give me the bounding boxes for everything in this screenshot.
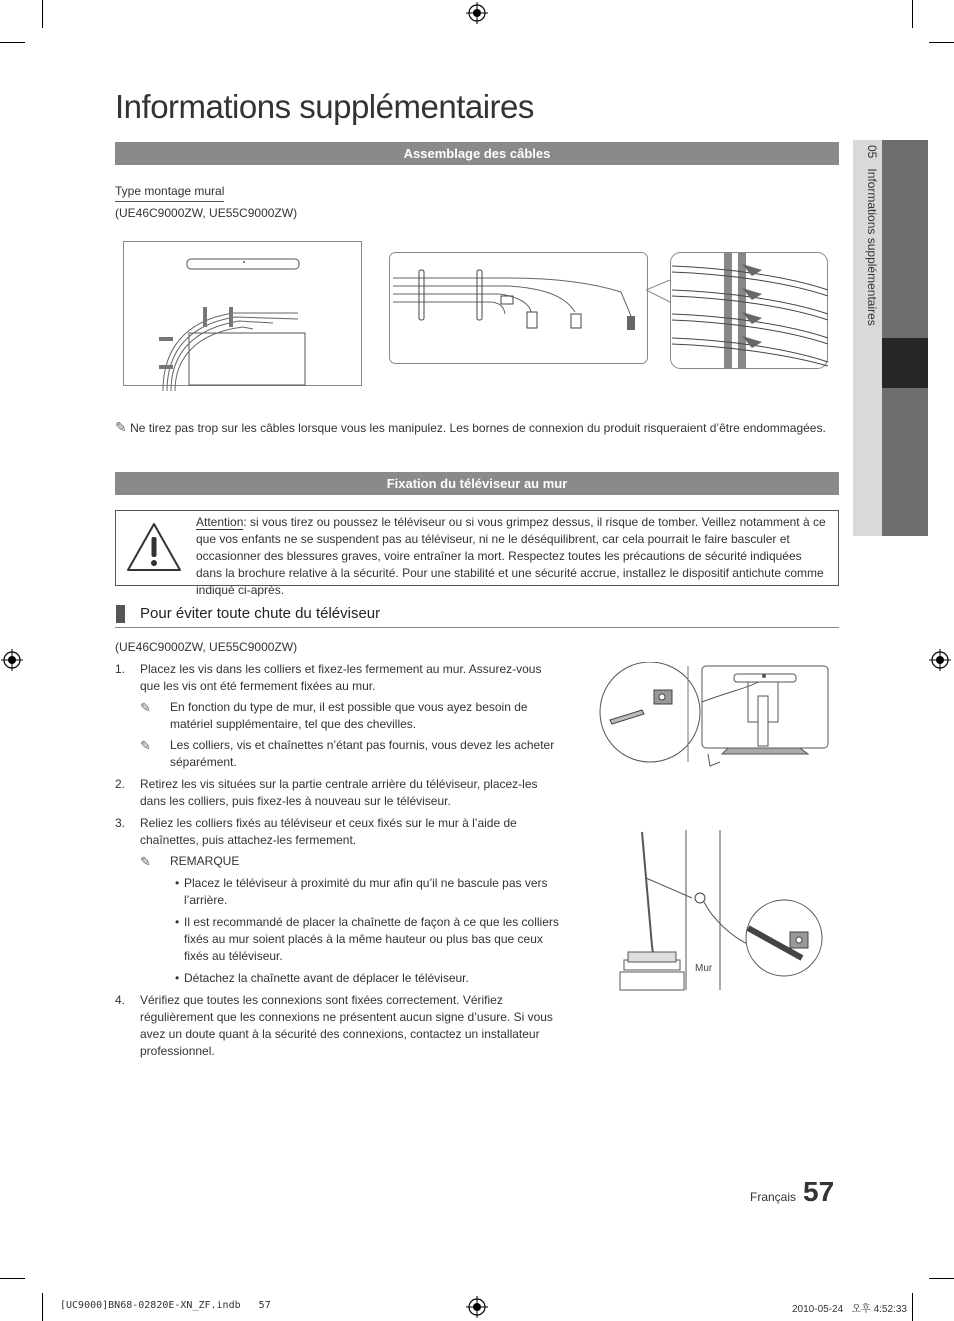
step-1-note-1: ✎ En fonction du type de mur, il est possible que vous ayez besoin de matériel supplémentaire, tel que des chevilles. bbox=[140, 700, 528, 731]
registration-mark-icon bbox=[466, 2, 488, 24]
pencil-icon: ✎ bbox=[115, 419, 127, 435]
cable-assembly-detail-figure bbox=[646, 250, 830, 372]
chapter-tab-marker bbox=[882, 338, 928, 388]
heading-divider bbox=[115, 627, 839, 628]
crop-mark bbox=[912, 0, 913, 28]
crop-mark bbox=[912, 1293, 913, 1321]
chapter-tab-label: 05 Informations supplémentaires bbox=[865, 145, 879, 326]
page-title: Informations supplémentaires bbox=[115, 88, 534, 125]
step-2: 2. Retirez les vis situées sur la partie centrale arrière du téléviseur, placez-les dans les colliers, puis fixez-les à nouveau sur le téléviseur. bbox=[115, 777, 538, 808]
footer-language: Français bbox=[750, 1190, 797, 1204]
heading-marker bbox=[116, 605, 125, 623]
steps-list bbox=[115, 661, 563, 1065]
step-1: 1. Placez les vis dans les colliers et fixez-les fermement au mur. Assurez-vous que les vis ont été fermement fixées au mur. ✎ En fonction du type de mur, il est possible que vous ayez besoin de matériel supplémentaire, tel que des chevilles. ✎ Les colliers, vis et chaînettes n’étant pas fournis, vous devez les acheter séparément. bbox=[115, 661, 563, 771]
step-4: 4. Vérifiez que toutes les connexions sont fixées correctement. Vérifiez régulièrement que les connexions ne présentent aucun signe d’usure. Si vous avez un doute quant à la sécurité des connexions, contactez un installateur professionnel. bbox=[115, 993, 553, 1058]
crop-mark bbox=[42, 0, 43, 28]
remark-bullet: • Placez le téléviseur à proximité du mur afin qu’il ne bascule pas vers l’arrière. bbox=[175, 876, 548, 907]
mount-type-label: Type montage mural bbox=[115, 183, 224, 202]
cable-assembly-figure-2 bbox=[389, 252, 649, 365]
pencil-icon: ✎ bbox=[140, 700, 151, 715]
section-header-wall: Fixation du téléviseur au mur bbox=[115, 472, 839, 495]
footer-print-date: 2010-05-24 오후 4:52:33 bbox=[792, 1304, 907, 1315]
section-header-cables: Assemblage des câbles bbox=[115, 142, 839, 165]
crop-mark bbox=[0, 42, 25, 43]
crop-mark bbox=[929, 1278, 954, 1279]
page-number: 57 bbox=[803, 1176, 835, 1207]
registration-mark-icon bbox=[929, 649, 951, 671]
registration-mark-icon bbox=[1, 649, 23, 671]
crop-mark bbox=[929, 42, 954, 43]
fall-models-label: (UE46C9000ZW, UE55C9000ZW) bbox=[115, 640, 298, 654]
registration-mark-icon bbox=[466, 1296, 488, 1318]
step-3: 3. Reliez les colliers fixés au téléviseur et ceux fixés sur le mur à l’aide de chaînettes, puis attachez-les fermement. ✎ REMARQUE • Placez le téléviseur à proximité du mur afin qu’il ne bascule pas vers l’arrière. • Il est recommandé de placer la chaînette de façon à ce que les colliers fixés au mur soient placés à la même hauteur ou plus bas que ceux fixés au téléviseur. • Détachez la chaînette avant de déplacer le téléviseur. bbox=[115, 815, 563, 987]
models-label: (UE46C9000ZW, UE55C9000ZW) bbox=[115, 206, 298, 220]
remark-bullet: • Détachez la chaînette avant de déplacer le téléviseur. bbox=[175, 971, 469, 985]
cable-assembly-figure-1 bbox=[123, 241, 363, 397]
cables-note: ✎ Ne tirez pas trop sur les câbles lorsque vous les manipulez. Les bornes de connexion du produit risqueraient d’être endommagées. bbox=[115, 419, 826, 435]
wall-label: Mur bbox=[695, 963, 713, 974]
bracket-mount-figure bbox=[598, 662, 832, 772]
remark-bullet: • Il est recommandé de placer la chaînette de façon à ce que les colliers fixés au mur soient placés à la même hauteur ou plus bas que ceux fixés au téléviseur. bbox=[175, 915, 559, 963]
footer-file-info: [UC9000]BN68-02820E-XN_ZF.indb 57 bbox=[60, 1300, 271, 1311]
wall-chain-figure bbox=[612, 828, 826, 992]
warning-icon bbox=[126, 521, 182, 573]
crop-mark bbox=[0, 1278, 25, 1279]
step-3-remark: ✎ REMARQUE bbox=[140, 854, 240, 869]
pencil-icon: ✎ bbox=[140, 854, 151, 869]
fall-prevention-heading: Pour éviter toute chute du téléviseur bbox=[140, 605, 381, 622]
crop-mark bbox=[42, 1293, 43, 1321]
warning-text: Attention: si vous tirez ou poussez le téléviseur ou si vous grimpez dessus, il risque de tomber. Veillez notamment à ce que vos enfants ne se suspendent pas au téléviseur, ni ne le déséquilibrent, car cela pourrait le faire basculer et occasionner des blessures graves, voire entraîner la mort. Respectez toutes les précautions de sécurité indiquées dans la brochure relative à la sécurité. Pour une stabilité et une sécurité accrue, installez le dispositif antichute comme indiqué ci-après. bbox=[196, 515, 826, 597]
step-1-note-2: ✎ Les colliers, vis et chaînettes n’étant pas fournis, vous devez les acheter séparément. bbox=[140, 738, 555, 769]
pencil-icon: ✎ bbox=[140, 738, 151, 753]
